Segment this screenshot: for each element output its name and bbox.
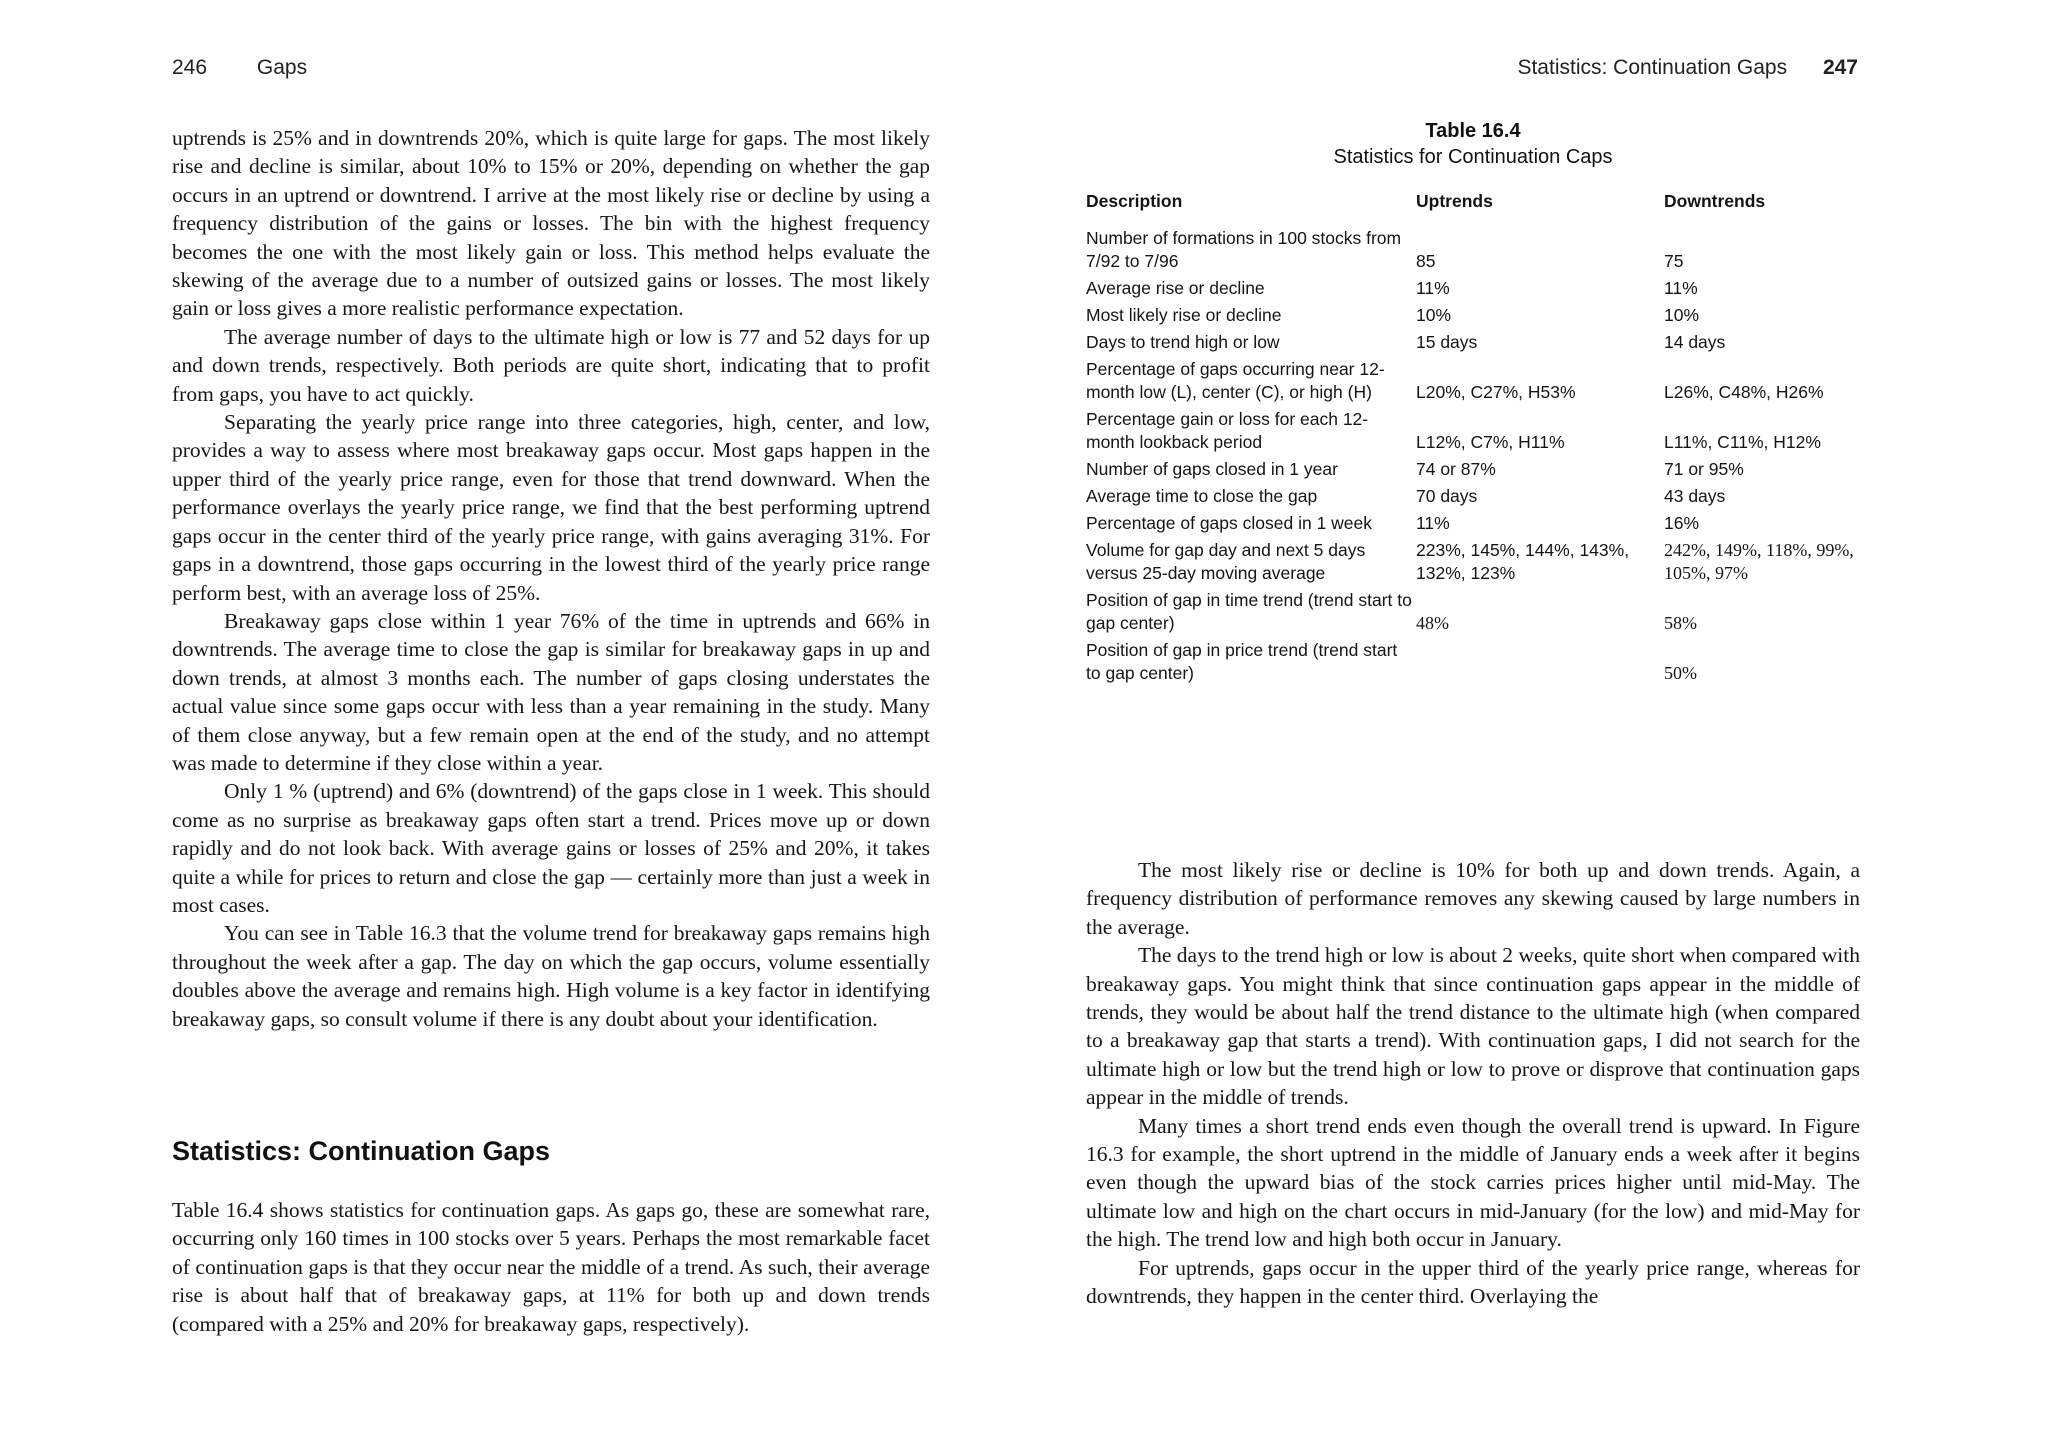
row-uptrend-value: 85: [1416, 251, 1436, 271]
row-uptrend-value: L20%, C27%, H53%: [1416, 382, 1576, 402]
row-description: Percentage of gaps closed in 1 week: [1086, 513, 1373, 533]
paragraph: The most likely rise or decline is 10% for both up and down trends. Again, a frequency distribution of performance removes any skewing caused by large numbers in the average.: [1086, 858, 1860, 939]
row-downtrend-value: 242%, 149%, 118%, 99%, 105%, 97%: [1664, 540, 1854, 583]
table-row: [1086, 227, 1860, 273]
paragraph: You can see in Table 16.3 that the volume trend for breakaway gaps remains high throughout the week after a gap. The day on which the gap occurs, volume essentially doubles above the average and remains high. High volume is a key factor in identifying breakaway gaps, so consult volume if there is any doubt about your identification.: [172, 921, 930, 1031]
row-downtrend-value: L26%, C48%, H26%: [1664, 382, 1824, 402]
row-uptrend-value: 15 days: [1416, 332, 1478, 352]
row-description: Average time to close the gap: [1086, 486, 1318, 506]
row-uptrend-value: 10%: [1416, 305, 1452, 325]
row-description: Percentage of gaps occurring near 12-month low (L), center (C), or high (H): [1086, 359, 1385, 402]
section-heading: Statistics: Continuation Gaps: [172, 1136, 551, 1166]
paragraph: The days to the trend high or low is about 2 weeks, quite short when compared with breakaway gaps. You might think that since continuation gaps appear in the middle of trends, they would be about half the trend distance to the ultimate high (when compared to a breakaway gap that starts a trend). With continuation gaps, I did not search for the ultimate high or low but the trend high or low to prove or disprove that continuation gaps appear in the middle of trends.: [1086, 943, 1860, 1110]
right-body-text: [1086, 856, 1860, 1311]
row-description: Position of gap in price trend (trend start to gap center): [1086, 640, 1398, 683]
table-row: [1086, 304, 1860, 327]
table-row: [1086, 539, 1860, 585]
row-downtrend-value: L11%, C11%, H12%: [1664, 432, 1821, 452]
left-running-head: [172, 56, 307, 80]
table-row: [1086, 512, 1860, 535]
row-description: Position of gap in time trend (trend start to gap center): [1086, 590, 1412, 633]
left-body-text: [172, 124, 930, 1033]
row-uptrend-value: 223%, 145%, 144%, 143%, 132%, 123%: [1416, 540, 1630, 583]
paragraph: uptrends is 25% and in downtrends 20%, which is quite large for gaps. The most likely rise and decline is similar, about 10% to 15% or 20%, depending on whether the gap occurs in an uptrend or downtrend. I arrive at the most likely rise or decline by using a frequency distribution of the gains or losses. The bin with the highest frequency becomes the one with the most likely gain or loss. This method helps evaluate the skewing of the average due to a number of outsized gains or losses. The most likely gain or loss gives a more realistic performance expectation.: [172, 126, 930, 321]
row-uptrend-value: 48%: [1416, 613, 1449, 633]
table-caption: Statistics for Continuation Caps: [1333, 146, 1613, 168]
table-row: [1086, 458, 1860, 481]
right-page: [1024, 0, 2048, 1449]
table-row: [1086, 589, 1860, 635]
table-row: [1086, 408, 1860, 454]
statistics-table: [1086, 190, 1860, 689]
header-downtrends: Downtrends: [1664, 191, 1766, 211]
paragraph: Table 16.4 shows statistics for continuation gaps. As gaps go, these are somewhat rare, occurring only 160 times in 100 stocks over 5 years. Perhaps the most remarkable facet of continuation gaps is that they occur near the middle of a trend. As such, their average rise is about half that of breakaway gaps, at 11% for both up and down trends (compared with a 25% and 20% for breakaway gaps, respectively).: [172, 1198, 930, 1336]
table-row: [1086, 639, 1860, 685]
row-downtrend-value: 16%: [1664, 513, 1700, 533]
left-running-title: Gaps: [256, 56, 308, 79]
row-description: Volume for gap day and next 5 days versus 25-day moving average: [1086, 540, 1366, 583]
section-body-text: [172, 1196, 930, 1338]
row-uptrend-value: 70 days: [1416, 486, 1478, 506]
row-downtrend-value: 58%: [1664, 613, 1697, 633]
paragraph: Many times a short trend ends even though the overall trend is upward. In Figure 16.3 for example, the short uptrend in the middle of January ends a week after it begins even though the upward bias of the stock carries prices higher until mid-May. The ultimate low and high on the chart occurs in mid-January (for the low) and mid-May for the high. The trend low and high both occur in January.: [1086, 1113, 1860, 1252]
paragraph: For uptrends, gaps occur in the upper third of the yearly price range, whereas for downtrends, they happen in the center third. Overlaying the: [1086, 1255, 1860, 1309]
table-label: Table 16.4: [1425, 120, 1521, 142]
table-header-row: [1086, 190, 1860, 213]
paragraph: The average number of days to the ultimate high or low is 77 and 52 days for up and down trends, respectively. Both periods are quite short, indicating that to profit from gaps, you have to act quickly.: [172, 324, 930, 406]
row-downtrend-value: 10%: [1664, 305, 1700, 325]
row-downtrend-value: 71 or 95%: [1664, 459, 1744, 479]
row-downtrend-value: 50%: [1664, 663, 1697, 683]
row-uptrend-value: 11%: [1416, 513, 1450, 533]
row-description: Percentage gain or loss for each 12-month lookback period: [1086, 409, 1369, 452]
left-page-number: 246: [172, 56, 208, 79]
row-description: Most likely rise or decline: [1086, 305, 1282, 325]
row-description: Average rise or decline: [1086, 278, 1265, 298]
row-uptrend-value: 74 or 87%: [1416, 459, 1496, 479]
row-downtrend-value: 14 days: [1664, 332, 1726, 352]
header-description: Description: [1086, 191, 1183, 211]
row-uptrend-value: L12%, C7%, H11%: [1416, 432, 1565, 452]
table-row: [1086, 331, 1860, 354]
paragraph: Only 1 % (uptrend) and 6% (downtrend) of the gaps close in 1 week. This should come as no surprise as breakaway gaps often start a trend. Prices move up or down rapidly and do not look back. With average gains or losses of 25% and 20%, it takes quite a while for prices to return and close the gap — certainly more than just a week in most cases.: [172, 779, 930, 917]
paragraph: Breakaway gaps close within 1 year 76% of the time in uptrends and 66% in downtrends. The average time to close the gap is similar for breakaway gaps in up and down trends, at almost 3 months each. The number of gaps closing understates the actual value since some gaps occur with less than a year remaining in the study. Many of them close anyway, but a few remain open at the end of the study, and no attempt was made to determine if they close within a year.: [172, 608, 930, 775]
row-downtrend-value: 11%: [1664, 278, 1698, 298]
table-row: [1086, 358, 1860, 404]
table-row: [1086, 485, 1860, 508]
row-downtrend-value: 75: [1664, 251, 1684, 271]
header-uptrends: Uptrends: [1416, 191, 1493, 211]
right-running-title: Statistics: Continuation Gaps: [1517, 56, 1788, 79]
row-description: Number of formations in 100 stocks from 7/92 to 7/96: [1086, 228, 1402, 271]
row-description: Days to trend high or low: [1086, 332, 1280, 352]
row-downtrend-value: 43 days: [1664, 486, 1726, 506]
row-uptrend-value: 11%: [1416, 278, 1450, 298]
table-row: [1086, 277, 1860, 300]
row-description: Number of gaps closed in 1 year: [1086, 459, 1338, 479]
paragraph: Separating the yearly price range into three categories, high, center, and low, provides a way to assess where most breakaway gaps occur. Most gaps happen in the upper third of the yearly price range, even for those that trend downward. When the performance overlays the yearly price range, we find that the best performing uptrend gaps occur in the center third of the yearly price range, with gains averaging 31%. For gaps in a downtrend, those gaps occurring in the lowest third of the yearly price range perform best, with an average loss of 25%.: [172, 410, 930, 605]
right-page-number: 247: [1822, 56, 1858, 79]
right-running-head: [1517, 56, 1858, 80]
